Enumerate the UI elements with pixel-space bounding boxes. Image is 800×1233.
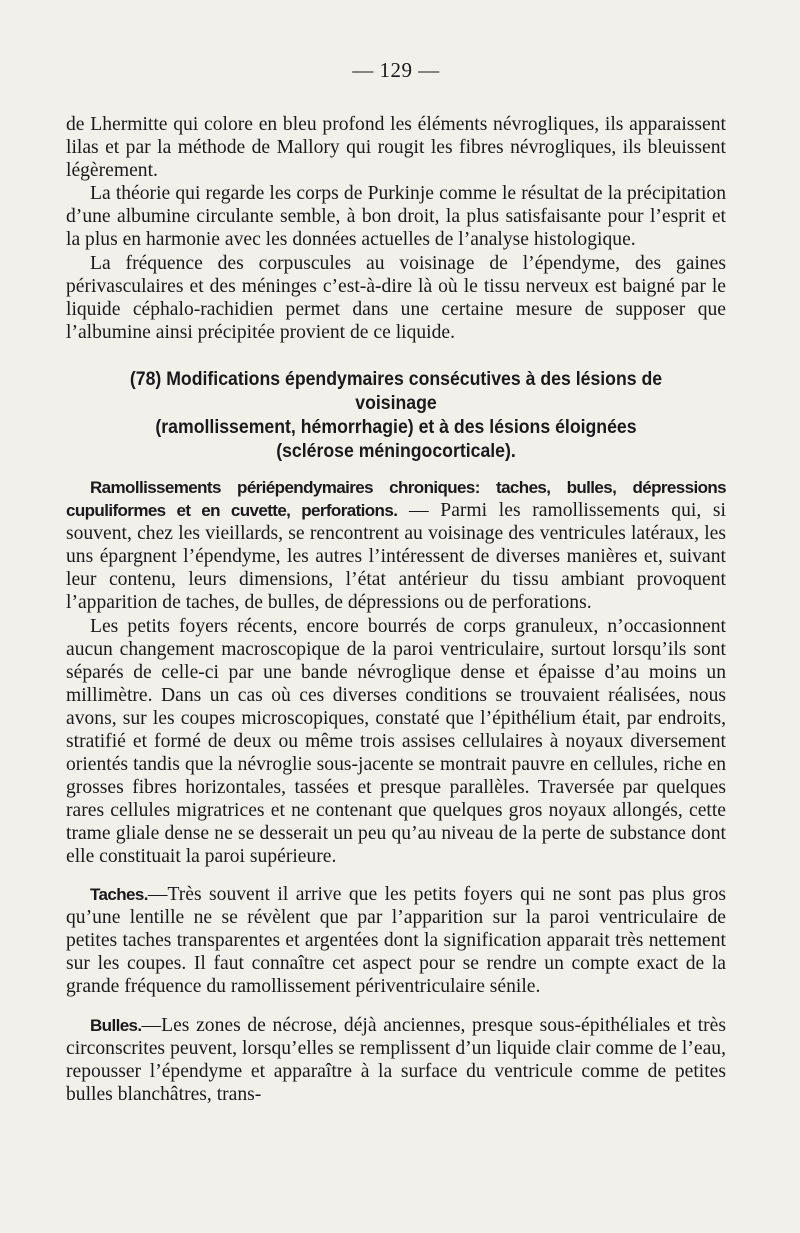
page-number: — 129 —	[352, 58, 440, 82]
section-heading-line-1: (78) Modifications épendymaires consécutives à des lésions de voisinage	[129, 368, 663, 414]
section-heading-line-3: (sclérose méningocorticale).	[276, 440, 516, 462]
paragraph-6-text: —Très souvent il arrive que les petits foyers qui ne sont pas plus gros qu’une lentille ne se révèlent que par l’apparition sur la paroi ventriculaire de petites taches transparentes et argentées dont la signification apparait très nettement sur les coupes. Il faut connaître cet aspect pour se rendre un compte exact de la grande fréquence du ramollissement périventriculaire sénile.	[66, 883, 726, 997]
section-heading	[89, 368, 703, 464]
paragraph-7-text: —Les zones de nécrose, déjà anciennes, presque sous-épithéliales et très circonscrites peuvent, lorsqu’elles se remplissent d’un liquide clair comme de l’eau, repousser l’épendyme et apparaître à la surface du ventricule comme de petites bulles blanchâtres, trans-	[66, 1015, 726, 1106]
paragraph-6	[66, 883, 726, 998]
section-heading-line-2: (ramollissement, hémorrhagie) et à des lésions éloignées	[155, 416, 637, 438]
paragraph-2: La théorie qui regarde les corps de Purkinje comme le résultat de la précipitation d’une albumine circulante semble, à bon droit, la plus satisfaisante pour l’esprit et la plus en harmonie avec les données actuelles de l’analyse histologique.	[66, 183, 726, 251]
paragraph-7-heading: Bulles.	[90, 1016, 142, 1035]
paragraph-3: La fréquence des corpuscules au voisinage de l’épendyme, des gaines périvasculaires et des méninges c’est-à-dire là où le tissu nerveux est baigné par le liquide céphalo-rachidien permet dans une certaine mesure de supposer que l’albumine ainsi précipitée provient de ce liquide.	[66, 252, 726, 343]
paragraph-1: de Lhermitte qui colore en bleu profond les éléments névrogliques, ils apparaissent lilas et par la méthode de Mallory qui rougit les fibres névrogliques, ils bleuissent légèrement.	[66, 114, 726, 182]
paragraph-4-text: — Parmi les ramollissements qui, si souvent, chez les vieillards, se rencontrent au voisinage des ventricules latéraux, les uns épargnent l’épendyme, les autres l’intéressent de diverses manières et, suivant leur contenu, leurs dimensions, l’état antérieur du tissu ambiant provoquent l’apparition de taches, de bulles, de dépressions ou de perforations.	[66, 500, 726, 614]
paragraph-4-heading: Ramollissements périépendymaires chroniques: taches, bulles, dépressions cupuliformes et en cuvette, perforations.	[66, 477, 726, 521]
paragraph-4	[66, 476, 726, 615]
paragraph-7	[66, 1014, 726, 1106]
paragraph-5: Les petits foyers récents, encore bourrés de corps granuleux, n’occasionnent aucun changement macroscopique de la paroi ventriculaire, surtout lorsqu’ils sont séparés de celle-ci par une bande névroglique dense et épaisse d’au moins un millimètre. Dans un cas où ces diverses conditions se trouvaient réalisées, nous avons, sur les coupes microscopiques, constaté que l’épithélium était, par endroits, stratifié et formé de deux ou même trois assises cellulaires à noyaux diversement orientés tandis que la névroglie sous-jacente se montrait pauvre en cellules, riche en grosses fibres horizontales, tassées et presque parallèles. Traversée par quelques rares cellules migratrices et ne contenant que quelques gros noyaux allongés, cette trame gliale dense ne se desserait un peu qu’au niveau de la perte de substance dont elle constituait la paroi supérieure.	[66, 615, 726, 868]
paragraph-6-heading: Taches.	[90, 884, 148, 904]
